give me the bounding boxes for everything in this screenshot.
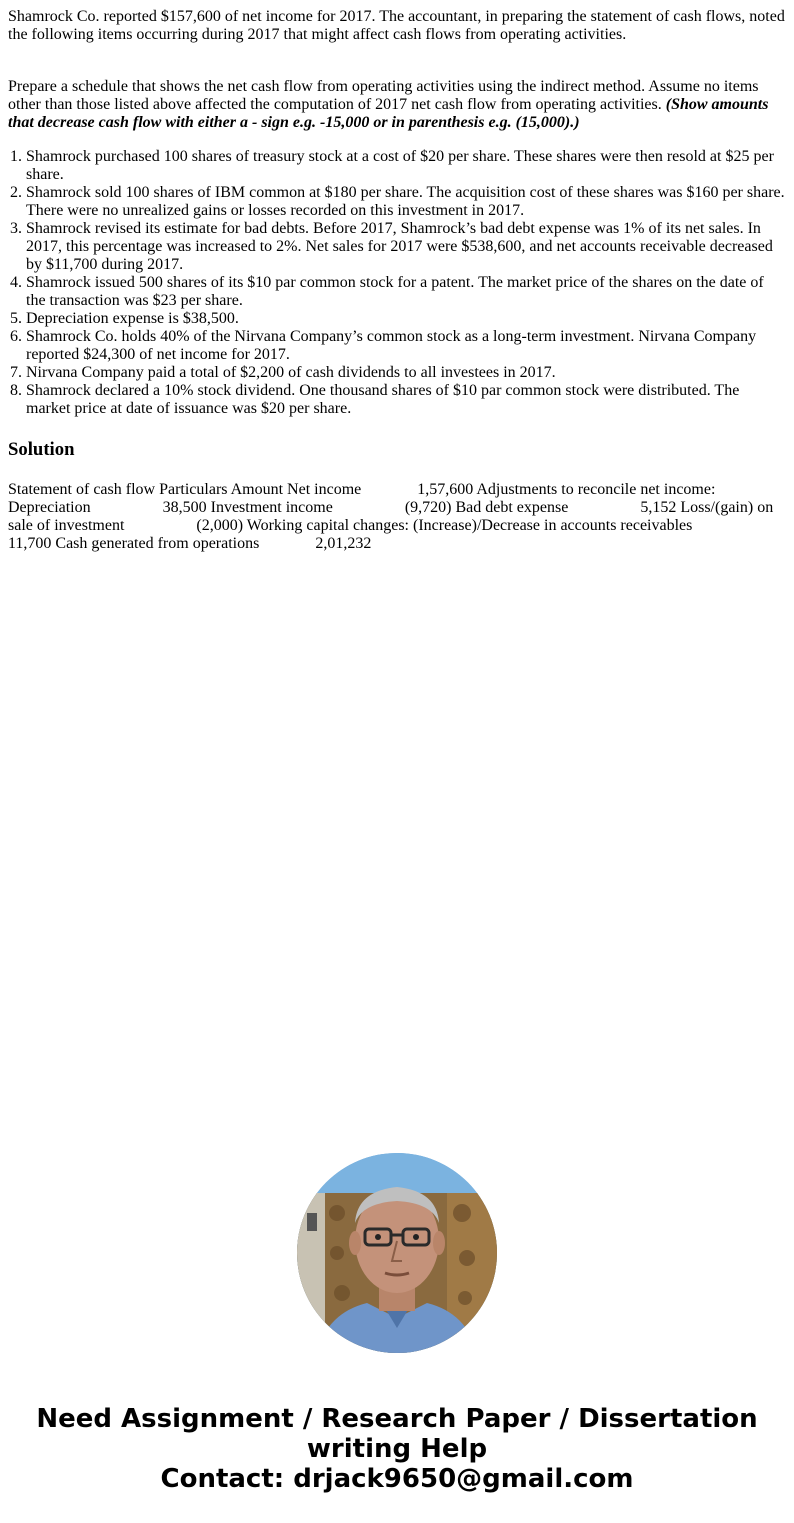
solution-text: Statement of cash flow Particulars Amount Net income 1,57,600 Adjustments to reconcile net income: Depreciation 38,500 Investment income (9,720) Bad debt expense 5,152 Loss/(gain) on sale of investment (2,000) Working capital changes: (Increase)/Decrease in accounts receivables 11,700 Cash generated from operations 2,01,232 xyxy=(8,481,778,552)
promo-contact: Contact: drjack9650@gmail.com xyxy=(160,1464,634,1494)
document-body xyxy=(8,8,786,553)
promo-line-1: Need Assignment / Research Paper / Dissertation xyxy=(36,1404,758,1434)
solution-heading: Solution xyxy=(8,439,75,460)
promo-line-2: writing Help xyxy=(306,1434,488,1464)
promo-banner xyxy=(0,1404,794,1494)
list-item: 4. Shamrock issued 500 shares of its $10 par common stock for a patent. The market price of the shares on the date of the transaction was $23 per share. xyxy=(26,274,786,310)
question-instruction xyxy=(8,78,786,132)
instruction-text: Prepare a schedule that shows the net cash flow from operating activities using the indirect method. Assume no items other than those listed above affected the computation of 2017 net cash flow from operating activities. xyxy=(8,78,759,113)
list-item: 2. Shamrock sold 100 shares of IBM common at $180 per share. The acquisition cost of these shares was $160 per share. There were no unrealized gains or losses recorded on this investment in 2017. xyxy=(26,184,786,220)
author-photo-image xyxy=(297,1153,497,1353)
list-item: 5. Depreciation expense is $38,500. xyxy=(26,310,786,328)
list-item: 8. Shamrock declared a 10% stock dividend. One thousand shares of $10 par common stock were distributed. The market price at date of issuance was $20 per share. xyxy=(26,382,786,418)
list-item: 6. Shamrock Co. holds 40% of the Nirvana Company’s common stock as a long-term investment. Nirvana Company reported $24,300 of net income for 2017. xyxy=(26,328,786,364)
list-item: 7. Nirvana Company paid a total of $2,200 of cash dividends to all investees in 2017. xyxy=(26,364,786,382)
question-items-list xyxy=(8,148,786,418)
question-intro: Shamrock Co. reported $157,600 of net income for 2017. The accountant, in preparing the statement of cash flows, noted the following items occurring during 2017 that might affect cash flows from operating activities. xyxy=(8,8,785,43)
list-item: 3. Shamrock revised its estimate for bad debts. Before 2017, Shamrock’s bad debt expense was 1% of its net sales. In 2017, this percentage was increased to 2%. Net sales for 2017 were $538,600, and net accounts receivable decreased by $11,700 during 2017. xyxy=(26,220,786,274)
instruction-emphasis: (Show amounts that decrease cash flow with either a - sign e.g. -15,000 or in parenthesis e.g. (15,000).) xyxy=(8,96,769,131)
author-photo xyxy=(297,1153,497,1353)
list-item: 1. Shamrock purchased 100 shares of treasury stock at a cost of $20 per share. These shares were then resold at $25 per share. xyxy=(26,148,786,184)
